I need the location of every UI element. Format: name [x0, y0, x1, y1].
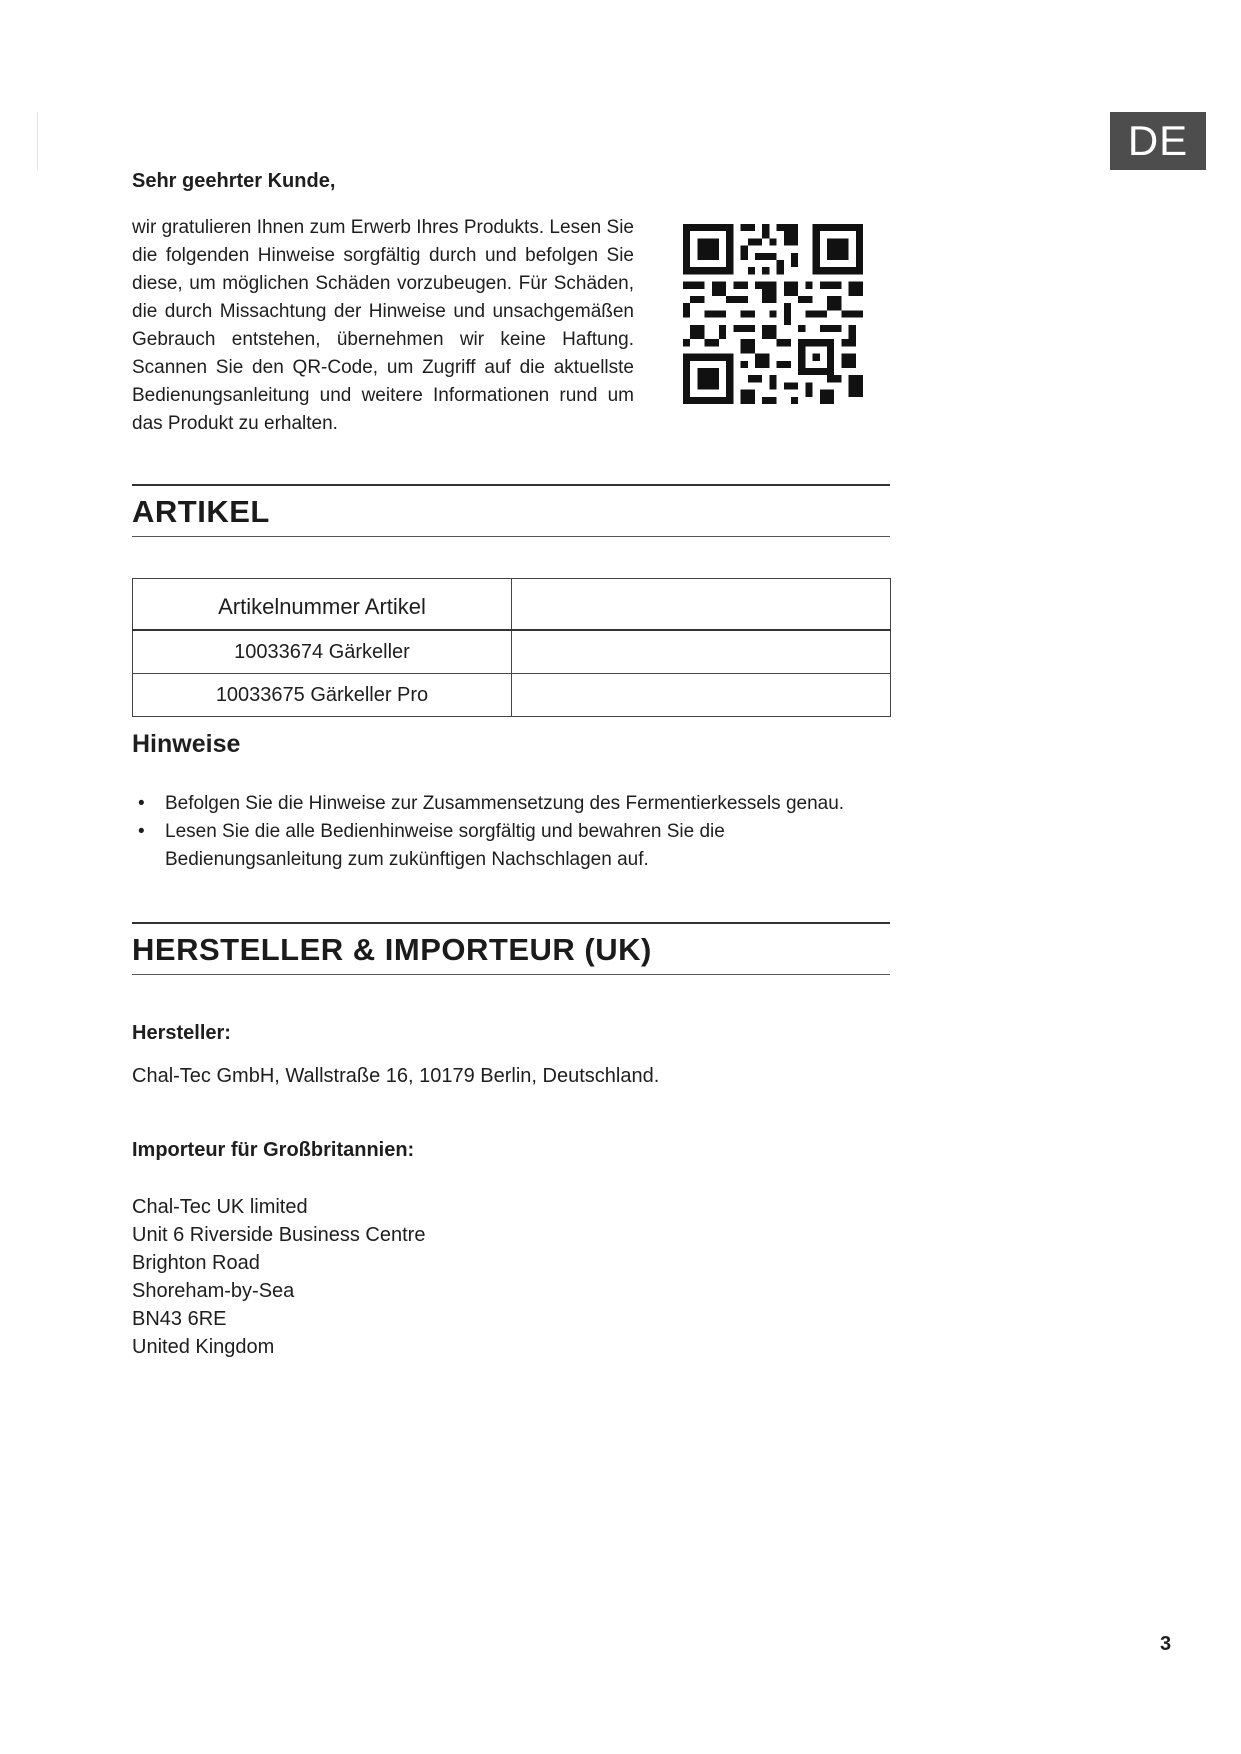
qr-code-graphic — [683, 224, 863, 404]
artikel-rule-top — [132, 484, 890, 486]
address-line: Brighton Road — [132, 1252, 260, 1274]
hersteller-address: Chal-Tec GmbH, Wallstraße 16, 10179 Berlin, Deutschland. — [132, 1065, 660, 1087]
importeur-label: Importeur für Großbritannien: — [132, 1139, 415, 1161]
table-header-empty-cell — [512, 579, 891, 631]
address-line: Unit 6 Riverside Business Centre — [132, 1224, 426, 1246]
page-number: 3 — [1160, 1633, 1172, 1655]
table-header-cell: Artikelnummer Artikel — [133, 579, 512, 631]
intro-paragraph: wir gratulieren Ihnen zum Erwerb Ihres Produkts. Lesen Sie die folgenden Hinweise sorgfältig durch und befolgen Sie diese, um möglichen Schäden vorzubeugen. Für Schäden, die durch Missachtung der Hinweise und unsachgemäßen Gebrauch entstehen, übernehmen wir keine Haftung. Scannen Sie den QR-Code, um Zugriff auf die aktuellste Bedienungsanleitung und weitere Informationen rund um das Produkt zu erhalten. — [132, 217, 634, 434]
hersteller-label: Hersteller: — [132, 1022, 231, 1044]
importeur-address — [132, 1193, 425, 1361]
hinweise-title: Hinweise — [132, 730, 241, 758]
list-item: • Lesen Sie die alle Bedienhinweise sorgfältig und bewahren Sie die Bedienungsanleitung zum zukünftigen Nachschlagen auf. — [132, 818, 815, 874]
margin-mark — [37, 112, 38, 170]
hersteller-rule-top — [132, 922, 890, 924]
table-row — [133, 630, 891, 674]
table-cell: 10033675 Gärkeller Pro — [133, 674, 512, 717]
table-cell: 10033674 Gärkeller — [133, 630, 512, 674]
address-line: Chal-Tec UK limited — [132, 1196, 308, 1218]
address-line: Shoreham-by-Sea — [132, 1280, 295, 1302]
list-item: • Befolgen Sie die Hinweise zur Zusammensetzung des Fermentierkessels genau. — [132, 790, 892, 818]
address-line: BN43 6RE — [132, 1308, 227, 1330]
artikel-title: ARTIKEL — [132, 494, 270, 529]
address-line: United Kingdom — [132, 1336, 275, 1358]
table-row — [133, 674, 891, 717]
hersteller-title: HERSTELLER & IMPORTEUR (UK) — [132, 932, 652, 967]
language-badge: DE — [1110, 112, 1206, 170]
table-header-row — [133, 579, 891, 631]
table-empty-cell — [512, 630, 891, 674]
qr-code-icon — [683, 224, 863, 404]
hersteller-rule-bottom — [132, 974, 890, 975]
artikel-rule-bottom — [132, 536, 890, 537]
artikel-table — [132, 578, 891, 717]
salutation: Sehr geehrter Kunde, — [132, 170, 336, 192]
table-empty-cell — [512, 674, 891, 717]
hinweise-list — [132, 790, 892, 874]
